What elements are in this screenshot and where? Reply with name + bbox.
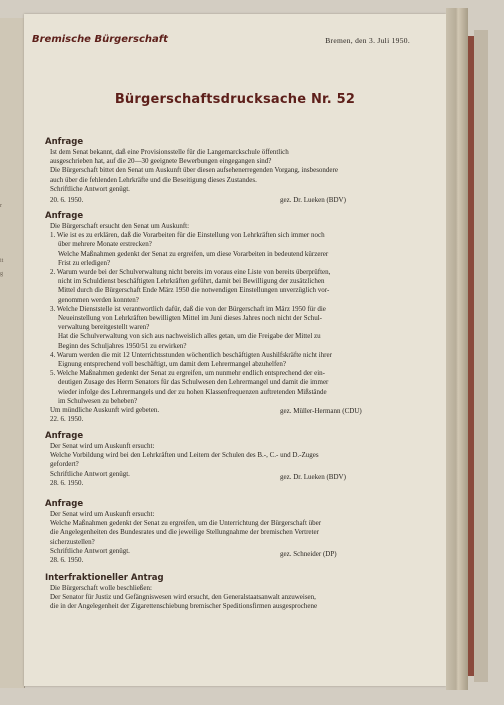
text-line: Der Senat wird um Auskunft ersucht: [50,510,155,518]
binding-edge [474,30,488,682]
text-line: Neueinstellung von Lehrkräften bewilligten Mittel im Juni dieses Jahres noch nicht der Schul- [58,314,322,323]
text-line: Welche Maßnahmen gedenkt der Senat zu ergreifen, um die Unterrichtung der Bürgerschaft über [50,519,322,528]
section-date: 22. 6. 1950. [50,415,84,424]
text-line: Der Senat wird um Auskunft ersucht: [50,442,155,450]
text-line: Um mündliche Auskunft wird gebeten. [50,406,160,415]
section-date: 28. 6. 1950. [50,478,84,487]
text-line: 1. Wie ist es zu erklären, daß die Vorarbeiten für die Einstellung von Lehrkräften sich immer noch [50,231,325,240]
text-line: Welche Vorbildung wird bei den Lehrkräften und Leitern der Schulen des B.-, C.- und D.-Zuges [50,451,319,460]
text-line: wieder infolge des Lehrermangels und der zu hohen Klassenfrequenzen auftretenden Mißstände [58,387,327,396]
text-line: nicht im Schuldienst beschäftigten Lehrkräften geführt, damit bei Bewilligung der zusätzlichen [58,277,325,286]
section-heading: Anfrage [45,211,84,221]
section-date: 28. 6. 1950. [50,556,84,564]
text-line: Der Senator für Justiz und Gefängniswesen wird ersucht, den Generalstaatsanwalt anzuweisen, [50,593,316,602]
text-line: Welche Maßnahmen gedenkt der Senat zu ergreifen, um diese Vorarbeiten in bedeutend kürzerer [58,249,329,258]
text-line: Schriftliche Antwort genügt. [50,184,130,193]
text-line: genommen werden konnten? [58,295,139,304]
section-date: 20. 6. 1950. [50,196,84,205]
signature: gez. Dr. Lueken (BDV) [280,196,346,205]
text-line: Die Bürgerschaft bittet den Senat um Auskunft über diesen aufsehenerregenden Vorgang, insbesondere [50,166,338,175]
text-line: Eignung entsprechend voll beschäftigt, um damit dem Lehrermangel abzuhelfen? [58,360,287,369]
text-line: gefordert? [50,460,79,469]
signature: gez. Schneider (DP) [280,549,337,558]
text-line: die in der Angelegenheit der Zigarettenschiebung bremischer Speditionsfirmen ausgesprochene [50,602,318,611]
section-heading: Anfrage [45,499,84,509]
signature: gez. Müller-Hermann (CDU) [280,407,362,416]
text-line: über mehrere Monate erstrecken? [58,240,152,249]
text-line: Mittel durch die Bürgerschaft Ende März 1950 die notwendigen Einstellungen unverzüglich vor- [58,286,330,295]
signature: gez. Dr. Lueken (BDV) [280,472,346,481]
text-line: Die Bürgerschaft ersucht den Senat um Auskunft: [50,222,190,230]
document-title: Bürgerschaftsdrucksache Nr. 52 [114,92,356,107]
margin-mark: it [0,258,4,264]
text-line: verwaltung bereitgestellt waren? [58,323,150,332]
organization-name: Bremische Bürgerschaft [32,34,168,45]
text-line: Ist dem Senat bekannt, daß eine Provisionsstelle für die Langemarckschule öffentlich [50,148,289,156]
text-line: deutigen Zusage des Herrn Senators für das Schulwesen den Lehrermangel und damit die immer [58,378,329,387]
section-heading: Anfrage [45,137,84,147]
text-line: Schriftliche Antwort genügt. [50,469,130,478]
book-spine [446,8,468,690]
section-heading: Anfrage [45,431,84,441]
text-line: sicherzustellen? [50,537,95,546]
text-line: 2. Warum wurde bei der Schulverwaltung nicht bereits im voraus eine Liste von bereits überprüften, [50,268,331,277]
text-line: 4. Warum werden die mit 12 Unterrichtsstunden wöchentlich beschäftigten Aushilfskräfte nicht ihrer [50,350,332,359]
text-line: auch über die fehlenden Lehrkräfte und die Beseitigung dieses Zustandes. [50,175,257,184]
text-line: im Schulwesen zu beheben? [58,396,138,405]
margin-mark: g [0,271,3,277]
text-line: die Angelegenheiten des Bundesrates und die jeweilige Stellungnahme der bremischen Vertreter [50,528,319,537]
text-line: 3. Welche Dienststelle ist verantwortlich dafür, daß die von der Bürgerschaft im März 1950 für die [50,304,326,313]
text-line: ausgeschrieben hat, auf die 20—30 geeignete Bewerbungen eingegangen sind? [50,157,272,166]
margin-mark: r [0,203,2,209]
page-header [32,34,410,50]
header-date: Bremen, den 3. Juli 1950. [325,36,410,45]
text-line: Beginn des Schuljahres 1950/51 zu erwirken? [58,341,187,350]
left-page-edge [0,18,25,688]
text-line: Hat die Schulverwaltung von sich aus nachweislich alles getan, um die Freigabe der Mittel zu [58,332,321,341]
text-line: Die Bürgerschaft wolle beschließen: [50,584,152,592]
text-line: Frist zu erledigen? [58,258,111,267]
text-line: Schriftliche Antwort genügt. [50,546,130,555]
text-line: 5. Welche Maßnahmen gedenkt der Senat zu ergreifen, um nunmehr endlich entsprechend der ein- [50,369,325,378]
section-heading: Interfraktioneller Antrag [45,573,164,583]
